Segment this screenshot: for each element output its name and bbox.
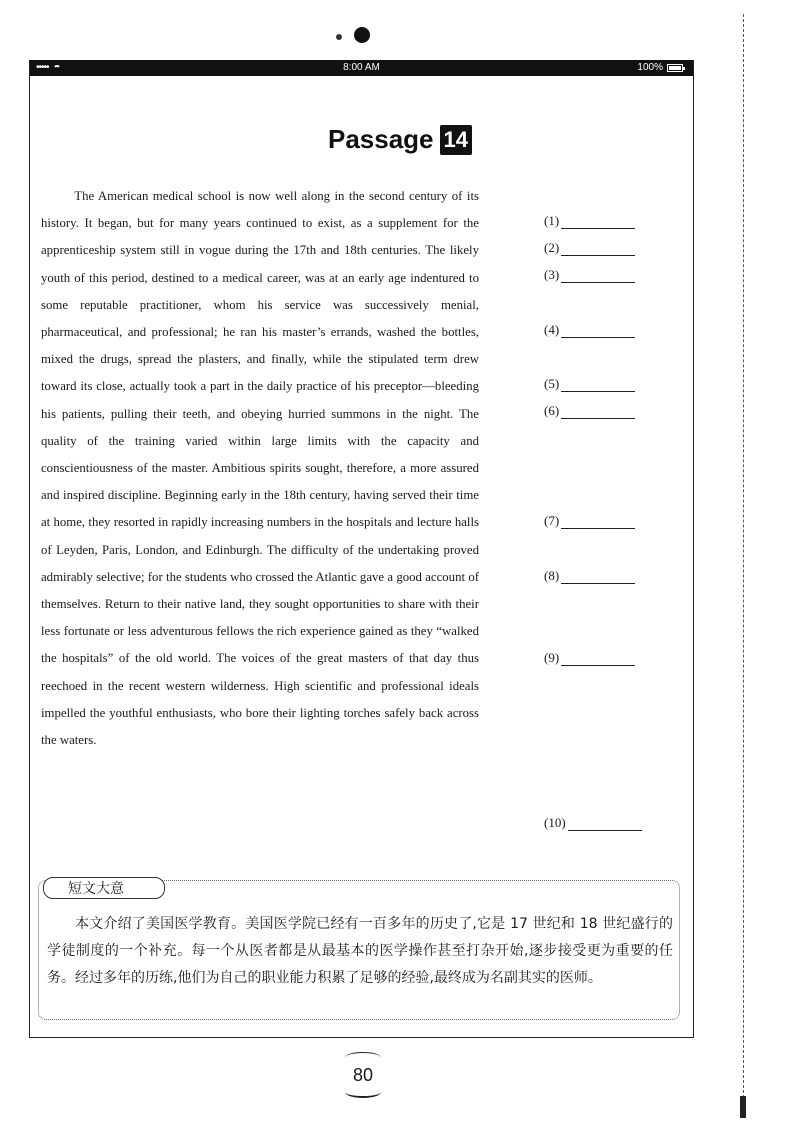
blank-label: (5) xyxy=(544,376,560,391)
decorative-dots xyxy=(336,26,376,46)
status-time: 8:00 AM xyxy=(343,62,380,73)
passage-paragraph: The American medical school is now well along in the second century of its history. It began, but for many years continued to exist, as a supplement for the apprenticeship system still in vogue during the 17th and 18th centuries. The likely youth of this period, destined to a medical career, was at an early age indentured to some reputable practitioner, whom his service was successively menial, pharmaceutical, and professional; he ran his master’s errands, washed the bottles, mixed the drugs, spread the plasters, and finally, while the stipulated term drew toward its close, actually took a part in the daily practice of his preceptor—bleeding his patients, pulling their teeth, and obeying hurried summons in the night. The quality of the training varied within large limits with the capacity and conscientiousness of the master. Ambitious spirits sought, therefore, a more assured and inspired discipline. Beginning early in the 18th century, having served their time at home, they resorted in rapidly increasing numbers in the hospitals and lecture halls of Leyden, Paris, London, and Edinburgh. The difficulty of the undertaking proved admirably selective; for the students who crossed the Atlantic gave a good account of themselves. Return to their native land, they sought opportunities to share with their less fortunate or less adventurous fellows the rich experience gained as they “walked the hospitals” of the old world. The voices of the great masters of that day thus reechoed in the recent western wilderness. High scientific and professional ideals impelled the youthful enthusiasts, who bore their lighting torches safely back across the waters. xyxy=(41,189,479,748)
answer-blank-3[interactable] xyxy=(544,267,635,283)
blank-label: (9) xyxy=(544,650,560,665)
blank-line xyxy=(561,379,635,392)
blank-label: (8) xyxy=(544,568,560,583)
answer-blank-10[interactable] xyxy=(544,815,642,831)
battery-percent: 100% xyxy=(637,62,663,73)
answer-blank-2[interactable] xyxy=(544,240,635,256)
blank-label: (4) xyxy=(544,322,560,337)
blank-line xyxy=(561,516,635,529)
dot-large-icon xyxy=(354,27,370,43)
answer-blank-5[interactable] xyxy=(544,376,635,392)
blank-line xyxy=(568,818,642,831)
blank-label: (7) xyxy=(544,513,560,528)
blank-line xyxy=(561,571,635,584)
blank-label: (3) xyxy=(544,267,560,282)
blank-label: (1) xyxy=(544,213,560,228)
blank-line xyxy=(561,406,635,419)
answer-blank-8[interactable] xyxy=(544,568,635,584)
blank-line xyxy=(561,270,635,283)
blank-label: (2) xyxy=(544,240,560,255)
passage-title xyxy=(0,124,800,155)
status-right xyxy=(637,60,683,76)
summary-heading: 短文大意 xyxy=(43,877,165,899)
signal-strength-icon: ••••• xyxy=(36,62,49,73)
title-number-badge: 14 xyxy=(440,125,472,155)
binding-mark xyxy=(740,1096,746,1118)
blank-line xyxy=(561,216,635,229)
answer-blank-1[interactable] xyxy=(544,213,635,229)
answer-blank-9[interactable] xyxy=(544,650,635,666)
binding-line xyxy=(743,14,744,1118)
blank-label: (6) xyxy=(544,403,560,418)
title-word: Passage xyxy=(327,124,434,154)
blank-line xyxy=(561,653,635,666)
battery-icon xyxy=(667,64,683,72)
answer-blank-7[interactable] xyxy=(544,513,635,529)
blank-label: (10) xyxy=(544,815,566,830)
status-bar xyxy=(30,60,693,76)
summary-text: 本文介绍了美国医学教育。美国医学院已经有一百多年的历史了,它是 17 世纪和 18 世纪盛行的学徒制度的一个补充。每一个从医者都是从最基本的医学操作甚至打杂开始,逐步接受更为重要的任务。经过多年的历练,他们为自己的职业能力积累了足够的经验,最终成为名副其实的医师。 xyxy=(47,916,673,986)
answer-blank-6[interactable] xyxy=(544,403,635,419)
dot-small-icon xyxy=(336,34,342,40)
page-number: 80 xyxy=(343,1052,383,1098)
answer-blank-4[interactable] xyxy=(544,322,635,338)
blank-line xyxy=(561,243,635,256)
passage-body xyxy=(41,183,479,754)
summary-box xyxy=(38,880,680,1020)
blank-line xyxy=(561,325,635,338)
